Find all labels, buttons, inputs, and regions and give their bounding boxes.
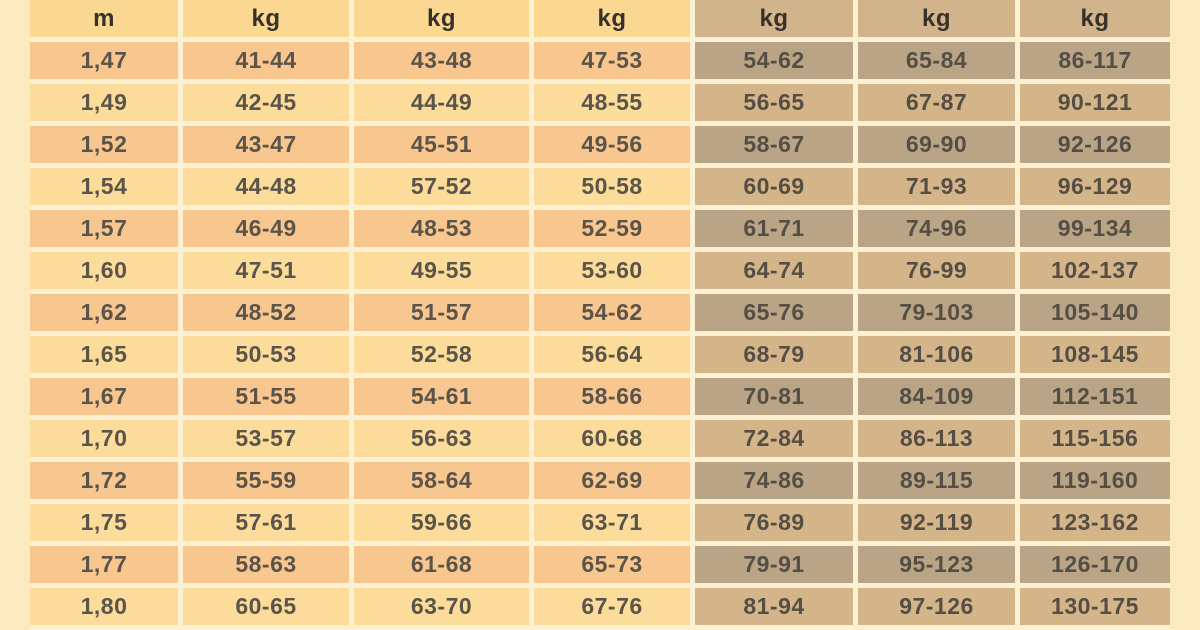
weight-range-cell: 45-51 — [354, 126, 529, 163]
weight-range-cell: 119-160 — [1020, 462, 1170, 499]
weight-range-cell: 57-61 — [183, 504, 349, 541]
height-cell: 1,77 — [30, 546, 178, 583]
weight-range-cell: 99-134 — [1020, 210, 1170, 247]
weight-range-cell: 43-48 — [354, 42, 529, 79]
height-cell: 1,67 — [30, 378, 178, 415]
weight-range-cell: 79-91 — [695, 546, 853, 583]
weight-range-cell: 74-96 — [858, 210, 1015, 247]
weight-range-cell: 46-49 — [183, 210, 349, 247]
column-header-2: kg — [354, 0, 529, 37]
height-cell: 1,54 — [30, 168, 178, 205]
weight-range-cell: 56-63 — [354, 420, 529, 457]
weight-range-cell: 70-81 — [695, 378, 853, 415]
column-header-6: kg — [1020, 0, 1170, 37]
weight-range-cell: 60-65 — [183, 588, 349, 625]
weight-range-cell: 65-76 — [695, 294, 853, 331]
weight-range-cell: 58-67 — [695, 126, 853, 163]
weight-range-cell: 58-63 — [183, 546, 349, 583]
weight-range-cell: 63-70 — [354, 588, 529, 625]
weight-range-cell: 123-162 — [1020, 504, 1170, 541]
height-cell: 1,60 — [30, 252, 178, 289]
weight-range-cell: 95-123 — [858, 546, 1015, 583]
weight-range-cell: 53-57 — [183, 420, 349, 457]
weight-range-cell: 81-94 — [695, 588, 853, 625]
weight-range-cell: 55-59 — [183, 462, 349, 499]
weight-range-cell: 72-84 — [695, 420, 853, 457]
weight-range-cell: 44-49 — [354, 84, 529, 121]
weight-range-cell: 65-84 — [858, 42, 1015, 79]
weight-range-cell: 71-93 — [858, 168, 1015, 205]
weight-range-cell: 61-71 — [695, 210, 853, 247]
weight-range-cell: 68-79 — [695, 336, 853, 373]
height-cell: 1,49 — [30, 84, 178, 121]
weight-range-cell: 50-53 — [183, 336, 349, 373]
weight-range-cell: 108-145 — [1020, 336, 1170, 373]
weight-range-cell: 41-44 — [183, 42, 349, 79]
weight-range-cell: 47-53 — [534, 42, 690, 79]
weight-range-cell: 76-99 — [858, 252, 1015, 289]
height-cell: 1,75 — [30, 504, 178, 541]
weight-range-cell: 48-55 — [534, 84, 690, 121]
height-cell: 1,52 — [30, 126, 178, 163]
weight-range-cell: 47-51 — [183, 252, 349, 289]
weight-range-cell: 126-170 — [1020, 546, 1170, 583]
weight-range-cell: 51-55 — [183, 378, 349, 415]
height-cell: 1,62 — [30, 294, 178, 331]
weight-range-cell: 67-76 — [534, 588, 690, 625]
weight-range-cell: 105-140 — [1020, 294, 1170, 331]
weight-range-cell: 54-62 — [695, 42, 853, 79]
weight-range-cell: 60-68 — [534, 420, 690, 457]
weight-range-cell: 59-66 — [354, 504, 529, 541]
weight-range-cell: 97-126 — [858, 588, 1015, 625]
height-cell: 1,65 — [30, 336, 178, 373]
weight-range-cell: 96-129 — [1020, 168, 1170, 205]
height-cell: 1,47 — [30, 42, 178, 79]
weight-range-cell: 60-69 — [695, 168, 853, 205]
column-header-3: kg — [534, 0, 690, 37]
weight-range-cell: 42-45 — [183, 84, 349, 121]
column-header-1: kg — [183, 0, 349, 37]
weight-range-cell: 61-68 — [354, 546, 529, 583]
weight-range-cell: 86-117 — [1020, 42, 1170, 79]
weight-range-cell: 69-90 — [858, 126, 1015, 163]
weight-range-cell: 58-64 — [354, 462, 529, 499]
weight-range-cell: 51-57 — [354, 294, 529, 331]
weight-range-cell: 84-109 — [858, 378, 1015, 415]
column-header-5: kg — [858, 0, 1015, 37]
weight-range-cell: 56-64 — [534, 336, 690, 373]
weight-range-cell: 89-115 — [858, 462, 1015, 499]
weight-range-cell: 79-103 — [858, 294, 1015, 331]
weight-range-cell: 58-66 — [534, 378, 690, 415]
weight-range-cell: 86-113 — [858, 420, 1015, 457]
weight-range-cell: 57-52 — [354, 168, 529, 205]
weight-range-cell: 48-53 — [354, 210, 529, 247]
weight-range-cell: 130-175 — [1020, 588, 1170, 625]
weight-range-cell: 67-87 — [858, 84, 1015, 121]
height-cell: 1,72 — [30, 462, 178, 499]
weight-range-cell: 49-55 — [354, 252, 529, 289]
weight-range-cell: 44-48 — [183, 168, 349, 205]
weight-range-cell: 90-121 — [1020, 84, 1170, 121]
height-cell: 1,70 — [30, 420, 178, 457]
height-weight-table — [30, 0, 1170, 630]
weight-range-cell: 49-56 — [534, 126, 690, 163]
weight-range-cell: 115-156 — [1020, 420, 1170, 457]
weight-range-cell: 50-58 — [534, 168, 690, 205]
weight-range-cell: 112-151 — [1020, 378, 1170, 415]
height-cell: 1,80 — [30, 588, 178, 625]
weight-range-cell: 43-47 — [183, 126, 349, 163]
column-header-4: kg — [695, 0, 853, 37]
weight-range-cell: 65-73 — [534, 546, 690, 583]
weight-range-cell: 76-89 — [695, 504, 853, 541]
column-header-0: m — [30, 0, 178, 37]
weight-range-cell: 92-126 — [1020, 126, 1170, 163]
weight-range-cell: 48-52 — [183, 294, 349, 331]
weight-range-cell: 53-60 — [534, 252, 690, 289]
weight-range-cell: 64-74 — [695, 252, 853, 289]
weight-range-cell: 52-59 — [534, 210, 690, 247]
weight-range-cell: 56-65 — [695, 84, 853, 121]
weight-range-cell: 54-61 — [354, 378, 529, 415]
weight-range-cell: 54-62 — [534, 294, 690, 331]
weight-range-cell: 102-137 — [1020, 252, 1170, 289]
height-cell: 1,57 — [30, 210, 178, 247]
weight-range-cell: 52-58 — [354, 336, 529, 373]
weight-range-cell: 63-71 — [534, 504, 690, 541]
weight-range-cell: 81-106 — [858, 336, 1015, 373]
weight-range-cell: 62-69 — [534, 462, 690, 499]
weight-range-cell: 74-86 — [695, 462, 853, 499]
weight-range-cell: 92-119 — [858, 504, 1015, 541]
